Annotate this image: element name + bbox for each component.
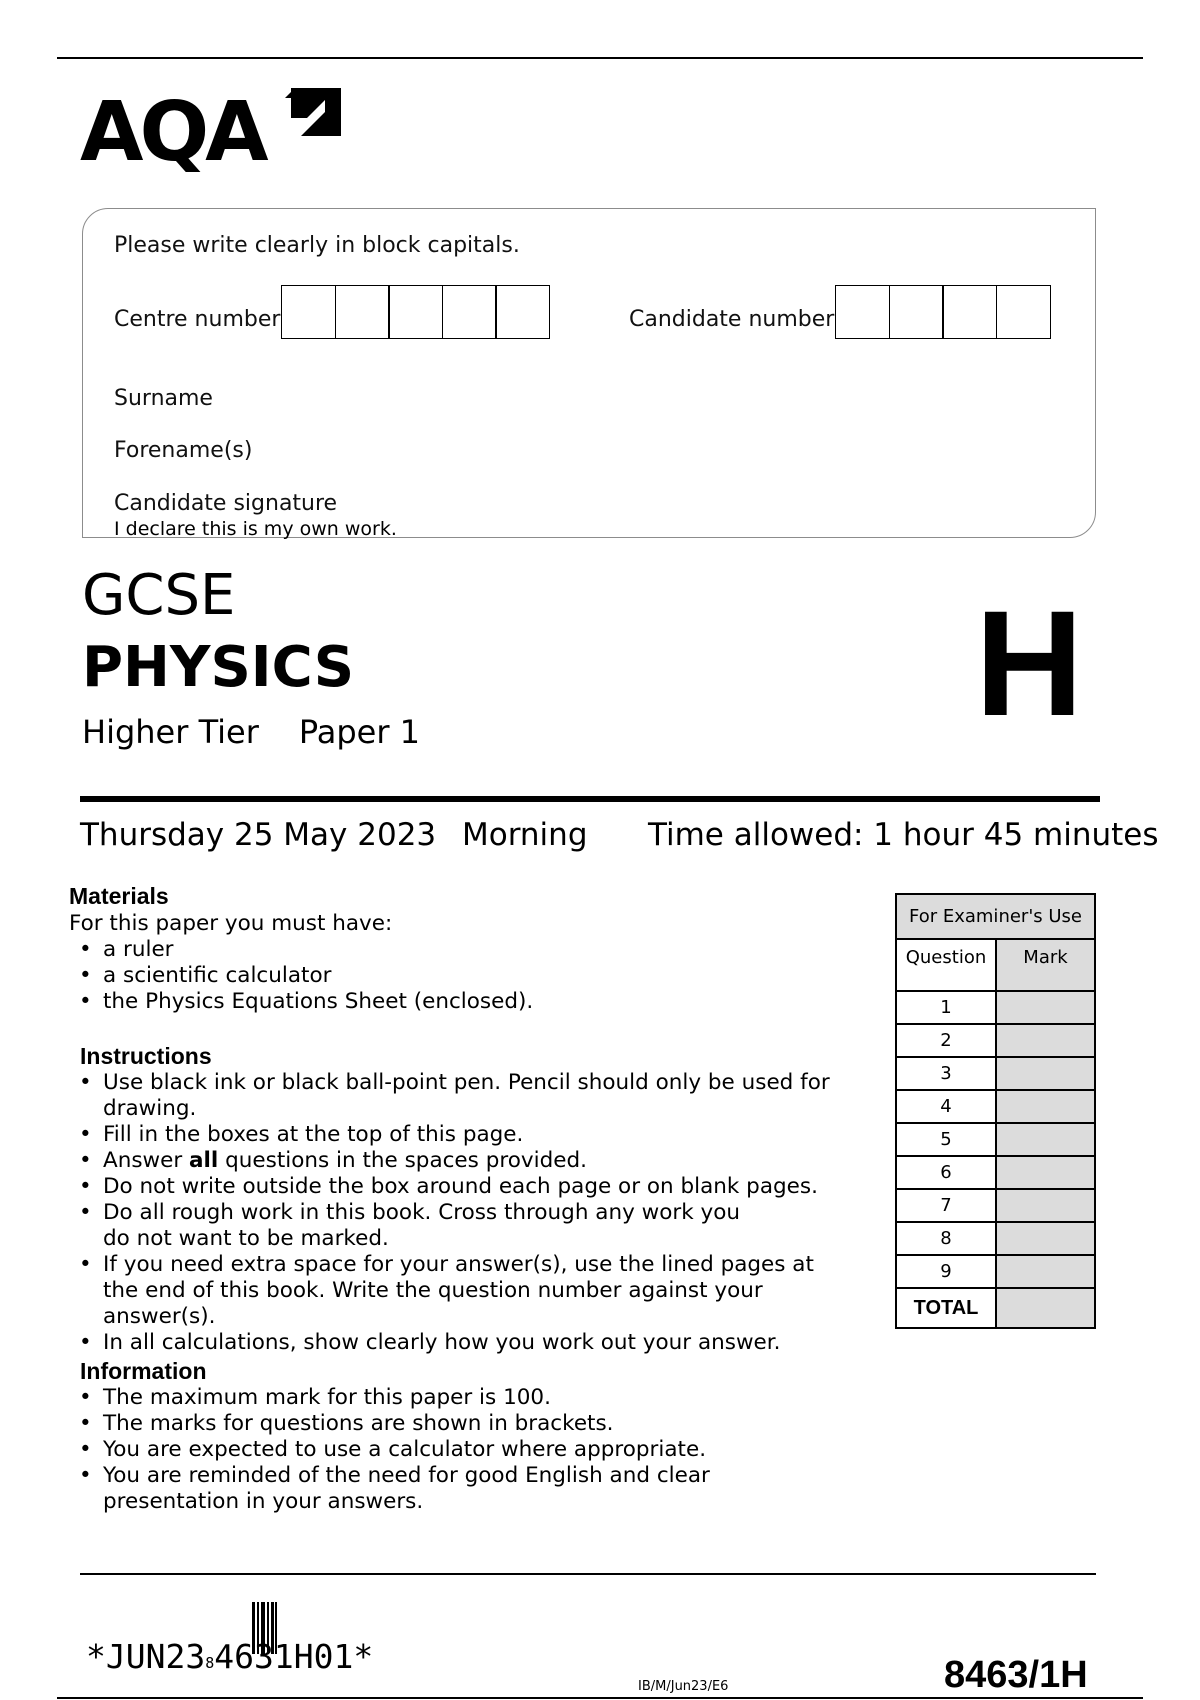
centre-digit-box[interactable] <box>495 285 550 339</box>
table-row <box>896 1057 1095 1090</box>
barcode-digit: 8 <box>205 1654 215 1672</box>
exam-session: Morning <box>462 817 588 853</box>
subject-title: PHYSICS <box>82 635 355 700</box>
table-row <box>896 1189 1095 1222</box>
candidate-digit-box[interactable] <box>889 285 944 339</box>
list-item: • You are reminded of the need for good English and clear presentation in your answers. <box>69 1463 759 1515</box>
tier-letter: H <box>975 579 1084 747</box>
mark-cell[interactable] <box>996 1222 1095 1255</box>
candidate-number-boxes <box>835 285 1051 339</box>
table-row <box>896 1255 1095 1288</box>
list-item: • The marks for questions are shown in brackets. <box>69 1411 759 1437</box>
answer-bold: all <box>189 1148 219 1173</box>
declaration-text: I declare this is my own work. <box>114 518 397 540</box>
aqa-logo-mark-icon <box>285 88 341 146</box>
answer-pre: Answer <box>103 1148 190 1173</box>
title-rule <box>80 796 1100 802</box>
list-item: • Use black ink or black ball-point pen. Pencil should only be used for drawing. <box>69 1070 889 1122</box>
table-row <box>896 1090 1095 1123</box>
instructions-list <box>69 1070 889 1356</box>
list-item: • The maximum mark for this paper is 100. <box>69 1385 759 1411</box>
block-capitals-instruction: Please write clearly in block capitals. <box>114 233 520 258</box>
question-column-header: Question <box>896 939 996 991</box>
centre-digit-box[interactable] <box>281 285 336 339</box>
top-rule <box>57 57 1143 59</box>
question-number: 8 <box>896 1222 996 1255</box>
bottom-rule <box>80 1573 1096 1575</box>
centre-digit-box[interactable] <box>388 285 443 339</box>
instructions-heading: Instructions <box>80 1043 212 1069</box>
table-row <box>896 1222 1095 1255</box>
list-item: • You are expected to use a calculator where appropriate. <box>69 1437 759 1463</box>
tier-label: Higher Tier <box>82 713 259 751</box>
surname-label: Surname <box>114 386 213 411</box>
question-number: 4 <box>896 1090 996 1123</box>
table-row <box>896 1156 1095 1189</box>
candidate-digit-box[interactable] <box>942 285 997 339</box>
exam-date: Thursday 25 May 2023 <box>80 817 437 853</box>
list-item <box>69 1148 889 1174</box>
list-item: • Fill in the boxes at the top of this page. <box>69 1122 889 1148</box>
candidate-number-label: Candidate number <box>629 307 835 332</box>
tier-line <box>82 713 421 751</box>
list-item: • the Physics Equations Sheet (enclosed). <box>69 989 789 1015</box>
footer-rule <box>57 1697 1143 1699</box>
barcode-right: 4631H01* <box>214 1637 374 1676</box>
examiner-use-header: For Examiner's Use <box>896 894 1095 939</box>
mark-cell[interactable] <box>996 1156 1095 1189</box>
mark-cell[interactable] <box>996 991 1095 1024</box>
question-number: 9 <box>896 1255 996 1288</box>
time-allowed: Time allowed: 1 hour 45 minutes <box>648 817 1159 853</box>
table-row <box>896 1123 1095 1156</box>
barcode-text <box>86 1637 374 1676</box>
question-number: 1 <box>896 991 996 1024</box>
paper-code: 8463/1H <box>944 1654 1088 1696</box>
total-label: TOTAL <box>896 1288 996 1328</box>
candidate-digit-box[interactable] <box>996 285 1051 339</box>
barcode-left: *JUN23 <box>86 1637 206 1676</box>
mark-cell[interactable] <box>996 1255 1095 1288</box>
information-list <box>69 1385 759 1515</box>
centre-number-label: Centre number <box>114 307 281 332</box>
mark-cell[interactable] <box>996 1189 1095 1222</box>
mark-column-header: Mark <box>996 939 1095 991</box>
mark-cell[interactable] <box>996 1057 1095 1090</box>
list-item: • Do not write outside the box around each page or on blank pages. <box>69 1174 889 1200</box>
question-number: 7 <box>896 1189 996 1222</box>
centre-number-boxes <box>281 285 550 339</box>
question-number: 5 <box>896 1123 996 1156</box>
candidate-digit-box[interactable] <box>835 285 890 339</box>
information-heading: Information <box>80 1358 207 1384</box>
centre-digit-box[interactable] <box>442 285 497 339</box>
forename-label: Forename(s) <box>114 438 253 463</box>
table-row <box>896 991 1095 1024</box>
list-item: • In all calculations, show clearly how you work out your answer. <box>69 1330 889 1356</box>
list-item: • If you need extra space for your answer(s), use the lined pages at the end of this book. Write the question number against your answer(s). <box>69 1252 843 1330</box>
table-row <box>896 1024 1095 1057</box>
list-item: • Do all rough work in this book. Cross through any work you do not want to be marked. <box>69 1200 763 1252</box>
question-number: 3 <box>896 1057 996 1090</box>
total-row <box>896 1288 1095 1328</box>
list-item: • a ruler <box>69 937 789 963</box>
answer-post: questions in the spaces provided. <box>218 1148 587 1173</box>
list-item: • a scientific calculator <box>69 963 789 989</box>
materials-list <box>69 937 789 1015</box>
examiner-use-table <box>895 893 1096 1329</box>
question-number: 2 <box>896 1024 996 1057</box>
qualification-title: GCSE <box>82 563 236 628</box>
paper-reference: IB/M/Jun23/E6 <box>638 1679 729 1694</box>
paper-label: Paper 1 <box>298 713 421 751</box>
mark-cell[interactable] <box>996 1024 1095 1057</box>
materials-heading: Materials <box>69 883 169 909</box>
mark-cell[interactable] <box>996 1123 1095 1156</box>
mark-cell[interactable] <box>996 1090 1095 1123</box>
total-mark-cell[interactable] <box>996 1288 1095 1328</box>
signature-label: Candidate signature <box>114 491 338 516</box>
question-number: 6 <box>896 1156 996 1189</box>
centre-digit-box[interactable] <box>335 285 390 339</box>
aqa-logo: AQA <box>80 85 265 180</box>
materials-intro: For this paper you must have: <box>69 911 393 936</box>
